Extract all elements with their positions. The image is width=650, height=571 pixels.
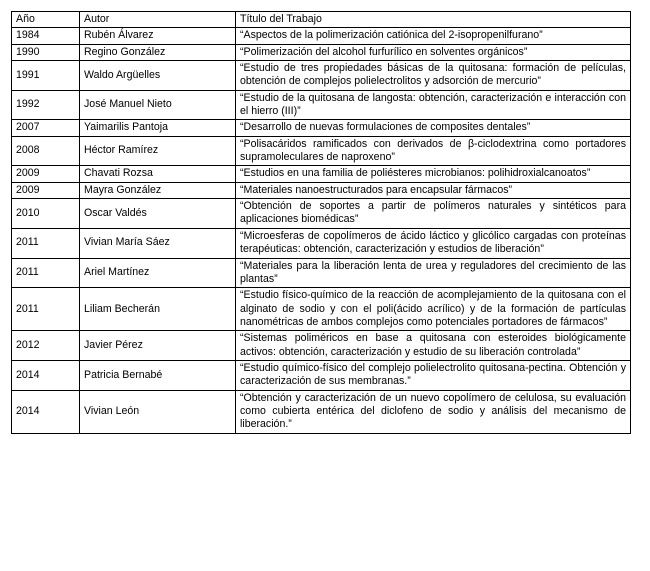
cell-year: 1991 — [12, 61, 80, 91]
cell-title: “Estudio químico-físico del complejo polielectrolito quitosana-pectina. Obtención y caracterización de sus membranas.” — [236, 360, 631, 390]
cell-year: 2014 — [12, 360, 80, 390]
cell-year: 2010 — [12, 199, 80, 229]
cell-author: Regino González — [80, 44, 236, 60]
table-row — [12, 199, 631, 229]
table-row — [12, 136, 631, 166]
cell-title: “Materiales para la liberación lenta de urea y reguladores del crecimiento de las plantas” — [236, 258, 631, 288]
cell-author: Javier Pérez — [80, 331, 236, 361]
cell-year: 1992 — [12, 90, 80, 120]
cell-year: 1990 — [12, 44, 80, 60]
table-row — [12, 166, 631, 182]
cell-year: 2009 — [12, 182, 80, 198]
cell-author: Mayra González — [80, 182, 236, 198]
cell-title: “Aspectos de la polimerización catiónica del 2-isopropenilfurano” — [236, 28, 631, 44]
table-row — [12, 288, 631, 331]
table-row — [12, 61, 631, 91]
cell-author: Patricia Bernabé — [80, 360, 236, 390]
cell-year: 2012 — [12, 331, 80, 361]
theses-table — [11, 11, 631, 434]
header-title: Título del Trabajo — [236, 12, 631, 28]
cell-author: Chavati Rozsa — [80, 166, 236, 182]
table-row — [12, 228, 631, 258]
header-year: Año — [12, 12, 80, 28]
cell-title: “Estudio de tres propiedades básicas de la quitosana: formación de películas, obtención de complejos polielectrolitos y adsorción de mercurio” — [236, 61, 631, 91]
cell-year: 2007 — [12, 120, 80, 136]
header-author: Autor — [80, 12, 236, 28]
cell-title: “Estudio de la quitosana de langosta: obtención, caracterización e interacción con el hierro (III)” — [236, 90, 631, 120]
cell-author: Vivian León — [80, 390, 236, 433]
cell-author: Yaimarilis Pantoja — [80, 120, 236, 136]
table-row — [12, 28, 631, 44]
table-row — [12, 360, 631, 390]
cell-year: 2011 — [12, 288, 80, 331]
cell-year: 1984 — [12, 28, 80, 44]
cell-author: Héctor Ramírez — [80, 136, 236, 166]
table-row — [12, 182, 631, 198]
header-row — [12, 12, 631, 28]
table-row — [12, 258, 631, 288]
cell-title: “Estudios en una familia de poliésteres microbianos: polihidroxialcanoatos” — [236, 166, 631, 182]
cell-year: 2008 — [12, 136, 80, 166]
cell-title: “Polimerización del alcohol furfurílico en solventes orgánicos” — [236, 44, 631, 60]
table-row — [12, 120, 631, 136]
cell-author: Rubén Álvarez — [80, 28, 236, 44]
table-row — [12, 90, 631, 120]
cell-title: “Obtención y caracterización de un nuevo copolímero de celulosa, su evaluación como cubierta entérica del diclofeno de sodio y análisis del mecanismo de liberación.” — [236, 390, 631, 433]
cell-title: “Estudio físico-químico de la reacción de acomplejamiento de la quitosana con el alginato de sodio y con el poli(ácido acrílico) y de la formación de partículas nanométricas de ambos complejos como potenciales portadores de fármacos” — [236, 288, 631, 331]
cell-author: Liliam Becherán — [80, 288, 236, 331]
cell-year: 2011 — [12, 258, 80, 288]
cell-title: “Desarrollo de nuevas formulaciones de composites dentales” — [236, 120, 631, 136]
cell-year: 2011 — [12, 228, 80, 258]
table-row — [12, 331, 631, 361]
cell-title: “Obtención de soportes a partir de polímeros naturales y sintéticos para aplicaciones biomédicas” — [236, 199, 631, 229]
cell-title: “Microesferas de copolímeros de ácido láctico y glicólico cargadas con proteínas terapéuticas: obtención, caracterización y estudios de liberación” — [236, 228, 631, 258]
cell-year: 2009 — [12, 166, 80, 182]
cell-author: Vivian María Sáez — [80, 228, 236, 258]
cell-title: “Sistemas poliméricos en base a quitosana con esteroides biológicamente activos: obtención, caracterización y estudio de su liberación controlada” — [236, 331, 631, 361]
cell-year: 2014 — [12, 390, 80, 433]
cell-author: Oscar Valdés — [80, 199, 236, 229]
table-row — [12, 390, 631, 433]
cell-author: Ariel Martínez — [80, 258, 236, 288]
cell-author: José Manuel Nieto — [80, 90, 236, 120]
cell-title: “Polisacáridos ramificados con derivados de β-ciclodextrina como portadores supramoleculares de naproxeno” — [236, 136, 631, 166]
cell-author: Waldo Argüelles — [80, 61, 236, 91]
cell-title: “Materiales nanoestructurados para encapsular fármacos” — [236, 182, 631, 198]
table-row — [12, 44, 631, 60]
